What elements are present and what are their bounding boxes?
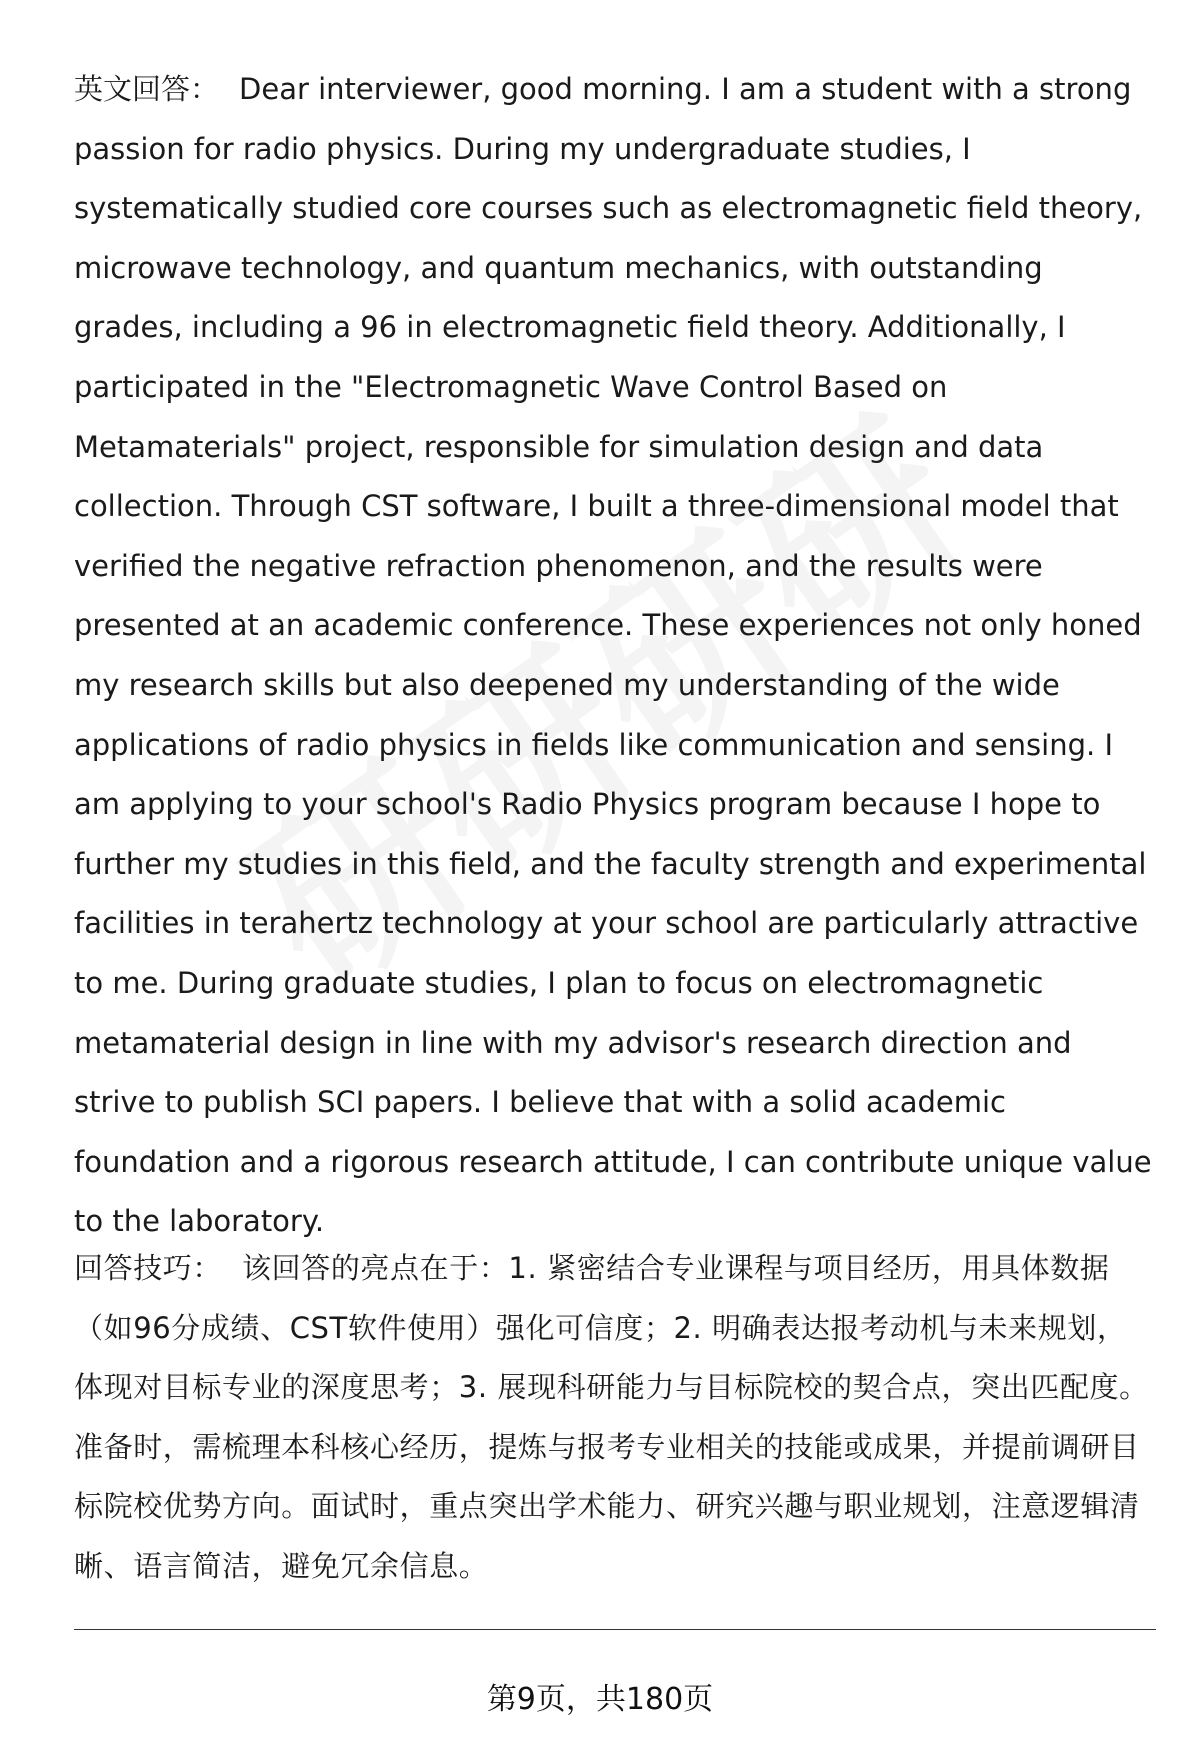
answer-tips-text: 该回答的亮点在于：1. 紧密结合专业课程与项目经历，用具体数据（如96分成绩、CST软件使用）强化可信度；2. 明确表达报考动机与未来规划，体现对目标专业的深度思考；3. 展现科研能力与目标院校的契合点，突出匹配度。准备时，需梳理本科核心经历，提炼与报考专业相关的技能或成果，并提前调研目标院校优势方向。面试时，重点突出学术能力、研究兴趣与职业规划，注意逻辑清晰、语言简洁，避免冗余信息。 (74, 1251, 1149, 1583)
answer-tips-label: 回答技巧： (74, 1251, 223, 1285)
english-answer-text: Dear interviewer, good morning. I am a student with a strong passion for radio physics. During my undergraduate studies, I systematically studied core courses such as electromagnetic field theory, microwave technology, and quantum mechanics, with outstanding grades, including a 96 in electromagnetic field theory. Additionally, I participated in the "Electromagnetic Wave Control Based on Metamaterials" project, responsible for simulation design and data collection. Through CST software, I built a three-dimensional model that verified the negative refraction phenomenon, and the results were presented at an academic conference. These experiences not only honed my research skills but also deepened my understanding of the wide applications of radio physics in fields like communication and sensing. I am applying to your school's Radio Physics program because I hope to further my studies in this field, and the faculty strength and experimental facilities in terahertz technology at your school are particularly attractive to me. During graduate studies, I plan to focus on electromagnetic metamaterial design in line with my advisor's research direction and strive to publish SCI papers. I believe that with a solid academic foundation and a rigorous research attitude, I can contribute unique value to the laboratory. (74, 72, 1152, 1239)
answer-tips-paragraph (74, 1239, 1156, 1597)
english-answer-label: 英文回答： (74, 72, 220, 106)
page-number: 第9页，共180页 (486, 1682, 714, 1717)
english-answer-paragraph (74, 60, 1156, 1252)
footer-divider (74, 1629, 1156, 1630)
